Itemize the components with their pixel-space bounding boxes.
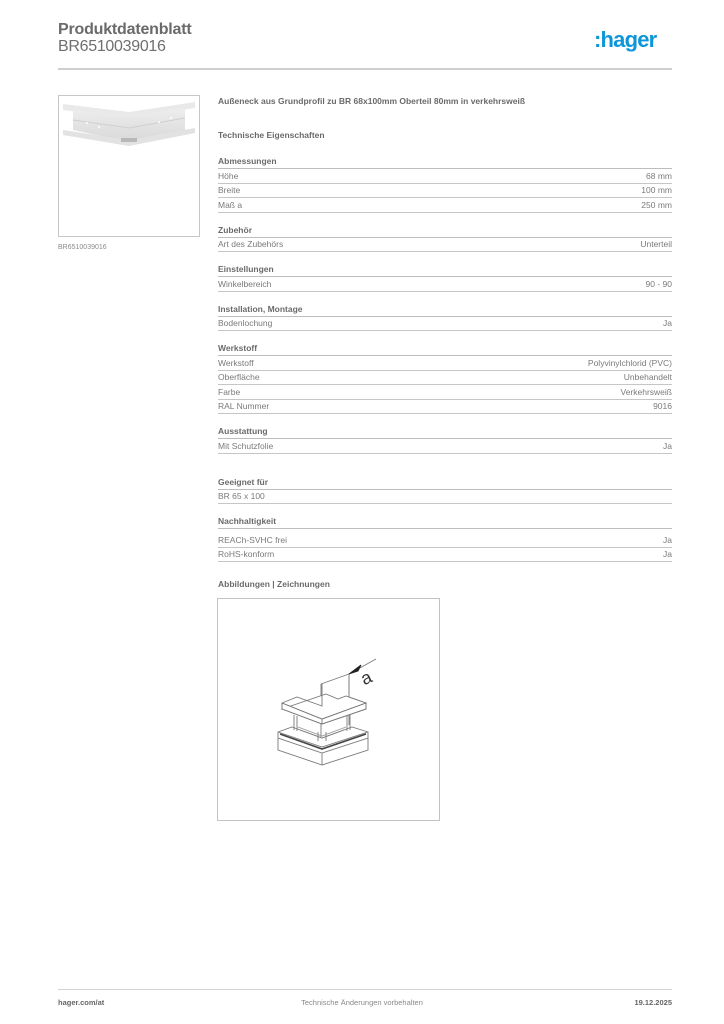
row-value: 9016 xyxy=(653,401,672,412)
section-title: Einstellungen xyxy=(218,264,672,277)
row-value: Ja xyxy=(663,534,672,545)
table-row xyxy=(218,184,672,199)
section-geeignet-fuer xyxy=(218,477,672,505)
section-nachhaltigkeit xyxy=(218,516,672,562)
row-label: Art des Zubehörs xyxy=(218,239,284,250)
row-label: RAL Nummer xyxy=(218,401,270,412)
corner-drawing-image xyxy=(218,599,439,820)
main-content xyxy=(218,96,672,562)
section-title: Installation, Montage xyxy=(218,304,672,317)
table-row xyxy=(218,490,672,505)
row-label: Höhe xyxy=(218,170,239,181)
row-value: 100 mm xyxy=(641,185,672,196)
article-number: BR6510039016 xyxy=(58,38,166,55)
table-row xyxy=(218,533,672,548)
product-photo-image xyxy=(59,96,199,236)
row-value: Ja xyxy=(663,440,672,451)
table-row xyxy=(218,169,672,184)
table-row xyxy=(218,385,672,400)
row-value: Unbehandelt xyxy=(623,372,672,383)
section-title: Zubehör xyxy=(218,225,672,238)
table-row xyxy=(218,238,672,253)
row-label: Bodenlochung xyxy=(218,318,273,329)
product-photo-caption: BR6510039016 xyxy=(58,244,107,251)
row-label: Maß a xyxy=(218,199,243,210)
row-value: 250 mm xyxy=(641,199,672,210)
row-value: Ja xyxy=(663,549,672,560)
header-title: Produktdatenblatt xyxy=(58,21,192,38)
table-row xyxy=(218,317,672,332)
hager-logo: :hager xyxy=(594,27,657,52)
technical-drawing xyxy=(217,598,440,821)
dimension-label: a xyxy=(357,666,375,690)
section-zubehoer xyxy=(218,225,672,253)
footer-date: 19.12.2025 xyxy=(634,998,672,1007)
table-row xyxy=(218,400,672,415)
section-title: Abmessungen xyxy=(218,156,672,169)
footer-website-link[interactable]: hager.com/at xyxy=(58,998,105,1007)
row-label: Breite xyxy=(218,185,241,196)
row-value: Unterteil xyxy=(640,239,672,250)
section-werkstoff xyxy=(218,343,672,414)
row-label: REACh-SVHC frei xyxy=(218,534,287,545)
section-title: Ausstattung xyxy=(218,426,672,439)
product-photo xyxy=(58,95,200,237)
row-value: 90 - 90 xyxy=(645,278,672,289)
section-title: Geeignet für xyxy=(218,477,672,490)
footer-divider xyxy=(58,989,672,990)
row-label: Winkelbereich xyxy=(218,278,272,289)
section-installation xyxy=(218,304,672,332)
section-einstellungen xyxy=(218,264,672,292)
table-row xyxy=(218,356,672,371)
section-title: Nachhaltigkeit xyxy=(218,516,672,529)
tech-properties-title: Technische Eigenschaften xyxy=(218,130,325,140)
header-divider xyxy=(58,68,672,70)
section-ausstattung xyxy=(218,426,672,454)
section-title: Werkstoff xyxy=(218,343,672,356)
row-label: BR 65 x 100 xyxy=(218,491,265,502)
footer-disclaimer: Technische Änderungen vorbehalten xyxy=(301,998,423,1007)
row-value: Ja xyxy=(663,318,672,329)
figures-title: Abbildungen | Zeichnungen xyxy=(218,579,330,589)
row-value: Polyvinylchlorid (PVC) xyxy=(587,357,672,368)
product-description: Außeneck aus Grundprofil zu BR 68x100mm Oberteil 80mm in verkehrsweiß xyxy=(218,96,526,106)
row-value: Verkehrsweiß xyxy=(620,386,672,397)
row-label: Oberfläche xyxy=(218,372,260,383)
row-label: Mit Schutzfolie xyxy=(218,440,274,451)
table-row xyxy=(218,548,672,563)
row-label: RoHS-konform xyxy=(218,549,275,560)
row-value: 68 mm xyxy=(646,170,672,181)
row-label: Werkstoff xyxy=(218,357,254,368)
section-abmessungen xyxy=(218,156,672,213)
table-row xyxy=(218,371,672,386)
table-row xyxy=(218,277,672,292)
table-row xyxy=(218,198,672,213)
row-label: Farbe xyxy=(218,386,241,397)
table-row xyxy=(218,439,672,454)
